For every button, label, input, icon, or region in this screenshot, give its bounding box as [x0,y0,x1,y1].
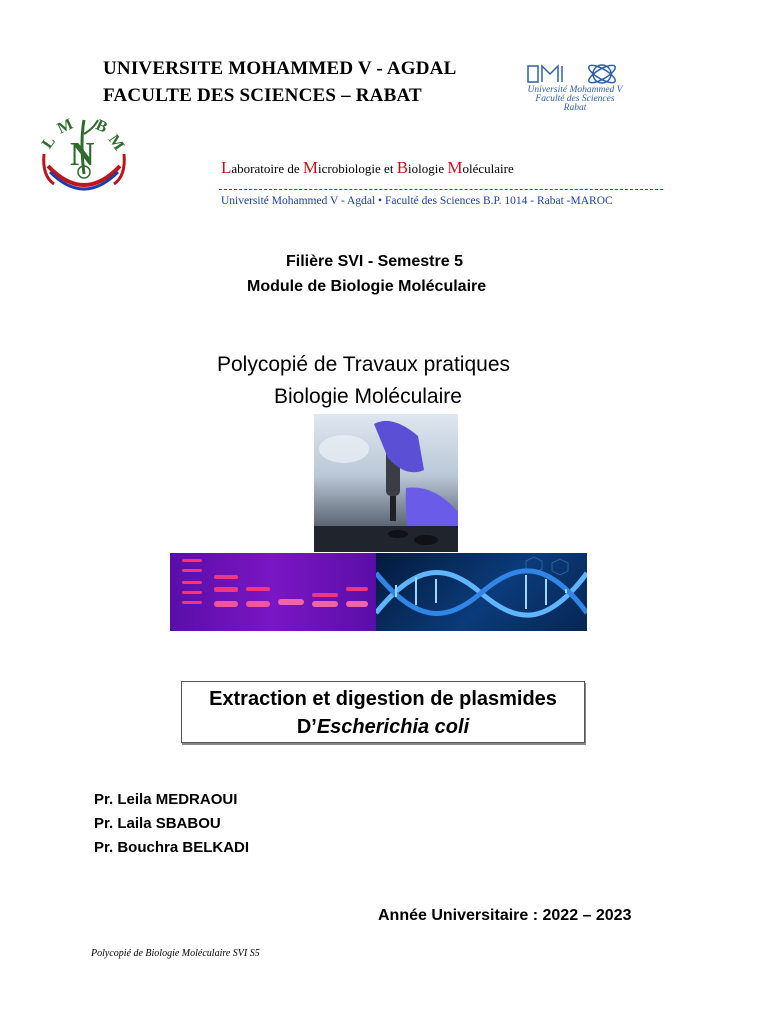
species-name: Escherichia coli [316,716,470,738]
document-title: Polycopié de Travaux pratiques [217,353,511,376]
dna-helix-image [376,553,587,631]
logo-text-city: Rabat [563,103,587,113]
document-subtitle: Biologie Moléculaire [274,385,462,408]
practical-title: Extraction et digestion de plasmides [209,688,557,710]
logo-text-university: Université Mohammed V [527,85,623,95]
logo-letter-b: B [93,116,110,137]
logo-letter-m2: M [104,131,128,154]
author-2: Pr. Laila SBABOU [94,815,221,832]
lab-pipette-photo [314,414,458,552]
lab-logo [40,114,128,196]
lab-title: Laboratoire de Microbiologie et Biologie Moléculaire [221,158,514,177]
gel-electrophoresis-image [170,553,376,631]
practical-title-box [181,681,585,743]
university-name: UNIVERSITE MOHAMMED V - AGDAL [103,58,457,79]
gel-bands-icon [170,553,376,631]
lab-address: Université Mohammed V - Agdal • Faculté des Sciences B.P. 1014 - Rabat -MAROC [221,195,613,207]
logo-letter-n: N [70,136,95,173]
university-logo [500,60,650,120]
dna-helix-icon [376,553,587,631]
logo-letter-m: M [54,115,76,138]
author-1: Pr. Leila MEDRAOUI [94,791,238,808]
filiere-label: Filière SVI - Semestre 5 [286,253,463,270]
practical-subtitle: D’Escherichia coli [296,716,470,738]
logo-letter-l: L [38,133,59,152]
logo-text-faculty: Faculté des Sciences [535,94,615,104]
author-3: Pr. Bouchra BELKADI [94,839,250,856]
pipette-image-icon [314,414,458,552]
faculty-name: FACULTE DES SCIENCES – RABAT [103,85,422,106]
module-label: Module de Biologie Moléculaire [247,278,487,295]
academic-year: Année Universitaire : 2022 – 2023 [378,907,632,924]
divider [219,189,663,190]
page-footer: Polycopié de Biologie Moléculaire SVI S5 [91,948,260,959]
